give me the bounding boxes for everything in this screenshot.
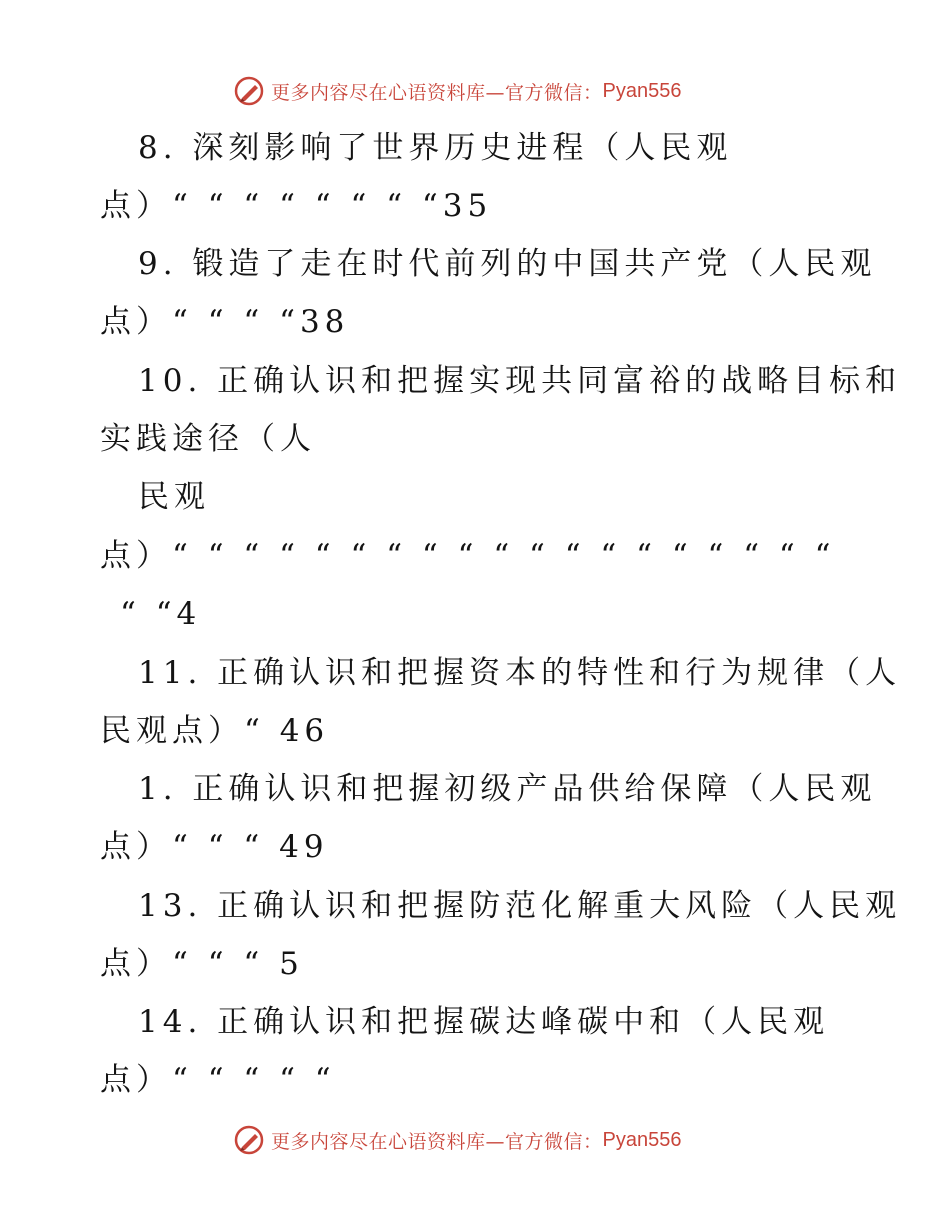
watermark-text: 更多内容尽在心语资料库—官方微信： <box>271 81 603 104</box>
toc-entry-14: 14. 正确认识和把握碳达峰碳中和（人民观 <box>138 1004 830 1040</box>
toc-entry-9-page: 点）“ “ “ “38 <box>100 304 350 340</box>
watermark-text: 更多内容尽在心语资料库—官方微信： <box>271 1130 603 1153</box>
toc-entry-10-page: 点）“ “ “ “ “ “ “ “ “ “ “ “ “ “ “ “ “ “ “ <box>100 538 836 574</box>
watermark-handle: Pyan556 <box>602 79 682 102</box>
toc-entry-12: 1. 正确认识和把握初级产品供给保障（人民观 <box>138 771 877 807</box>
pen-logo-icon <box>233 1124 265 1156</box>
toc-entry-10-cont2: 民观 <box>138 479 210 515</box>
toc-entry-11-page: 民观点）“ 46 <box>100 713 330 749</box>
toc-entry-12-page: 点）“ “ “ 49 <box>100 829 329 865</box>
toc-entry-8: 8. 深刻影响了世界历史进程（人民观 <box>138 130 733 166</box>
watermark-handle: Pyan556 <box>602 1128 682 1151</box>
toc-entry-10-page-cont: “ “4 <box>120 596 202 632</box>
toc-entry-10-cont: 实践途径（人 <box>100 421 316 457</box>
toc-entry-10: 10. 正确认识和把握实现共同富裕的战略目标和 <box>138 363 902 399</box>
toc-entry-13: 13. 正确认识和把握防范化解重大风险（人民观 <box>138 888 902 924</box>
pen-logo-icon <box>233 75 265 107</box>
toc-entry-11: 11. 正确认识和把握资本的特性和行为规律（人 <box>138 655 902 691</box>
toc-entry-9: 9. 锻造了走在时代前列的中国共产党（人民观 <box>138 246 877 282</box>
watermark-footer <box>233 1123 681 1157</box>
toc-entry-13-page: 点）“ “ “ 5 <box>100 946 304 982</box>
watermark-header <box>233 74 681 108</box>
toc-entry-14-page: 点）“ “ “ “ “ <box>100 1062 336 1098</box>
toc-entry-8-page: 点）“ “ “ “ “ “ “ “35 <box>100 188 493 224</box>
